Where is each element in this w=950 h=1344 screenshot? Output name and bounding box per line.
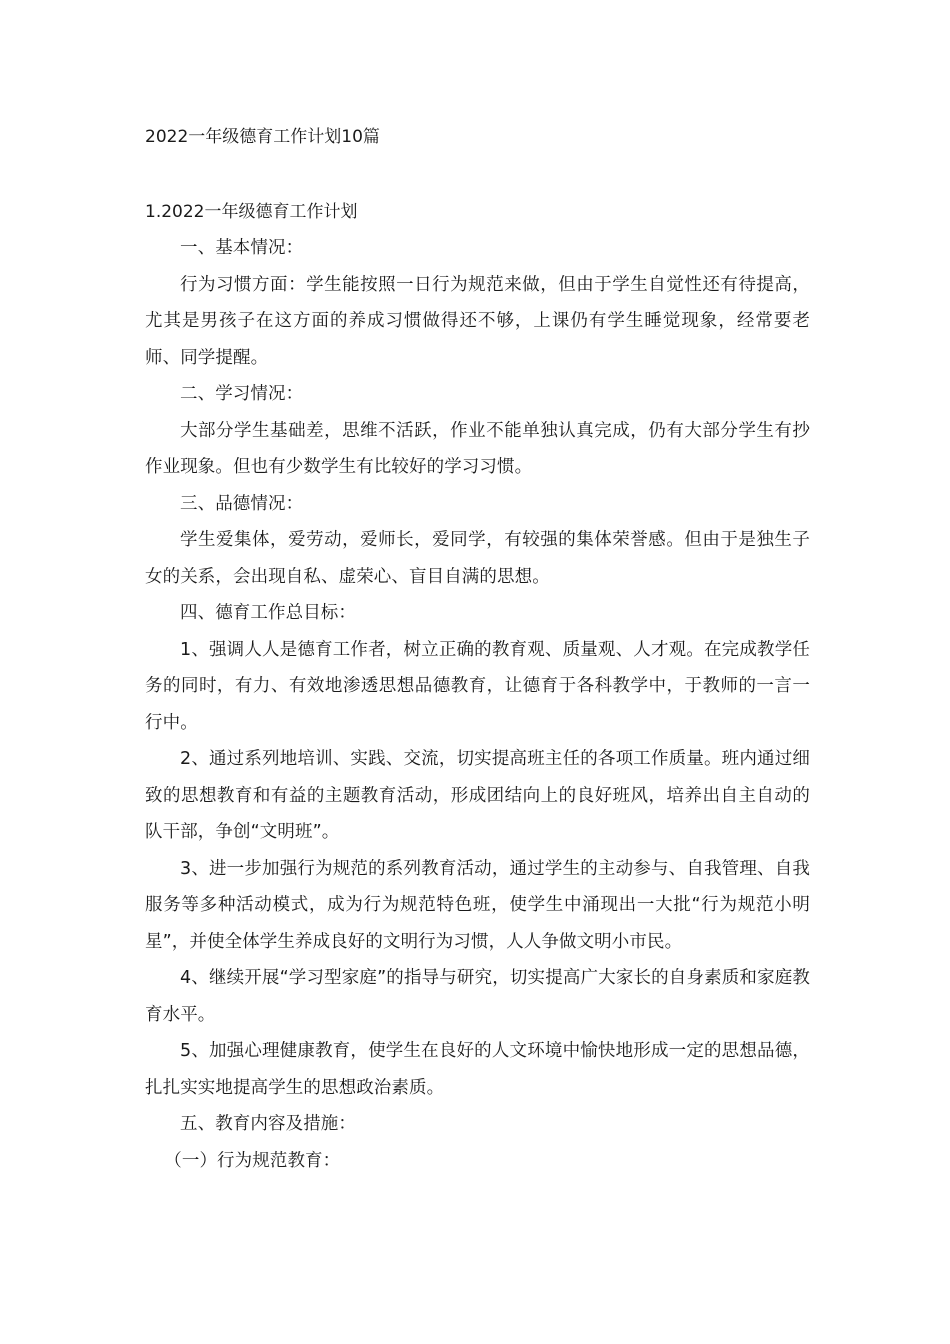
paragraph-moral-situation: 学生爱集体，爱劳动，爱师长，爱同学，有较强的集体荣誉感。但由于是独生子女的关系，会出现自私、虚荣心、盲目自满的思想。 [145, 530, 810, 587]
paragraph-goal-4: 4、继续开展“学习型家庭”的指导与研究，切实提高广大家长的自身素质和家庭教育水平。 [145, 968, 810, 1025]
paragraph-goal-2: 2、通过系列地培训、实践、交流，切实提高班主任的各项工作质量。班内通过细致的思想教育和有益的主题教育活动，形成团结向上的良好班风，培养出自主自动的队干部，争创“文明班”。 [145, 749, 810, 842]
heading-behavior-education: （一）行为规范教育： [164, 1150, 341, 1171]
heading-content-measures: 五、教育内容及措施： [180, 1114, 356, 1134]
paragraph-goal-3: 3、进一步加强行为规范的系列教育活动，通过学生的主动参与、自我管理、自我服务等多种活动模式，成为行为规范特色班，使学生中涌现出一大批“行为规范小明星”，并使全体学生养成良好的文明行为习惯，人人争做文明小市民。 [145, 858, 810, 952]
heading-study-situation: 二、学习情况： [180, 384, 304, 404]
paragraph-study-situation: 大部分学生基础差，思维不活跃，作业不能单独认真完成，仍有大部分学生有抄作业现象。但也有少数学生有比较好的学习习惯。 [145, 420, 810, 477]
document-body [145, 230, 810, 1179]
paragraph-goal-1: 1、强调人人是德育工作者，树立正确的教育观、质量观、人才观。在完成教学任务的同时，有力、有效地渗透思想品德教育，让德育于各科教学中，于教师的一言一行中。 [145, 639, 810, 733]
section-title: 1.2022一年级德育工作计划 [145, 202, 358, 222]
document-title: 2022一年级德育工作计划10篇 [145, 127, 380, 147]
heading-overall-goals: 四、德育工作总目标： [180, 603, 356, 623]
heading-moral-situation: 三、品德情况： [180, 493, 304, 514]
heading-basic-situation: 一、基本情况： [180, 238, 304, 258]
paragraph-behavior-habits: 行为习惯方面：学生能按照一日行为规范来做，但由于学生自觉性还有待提高，尤其是男孩子在这方面的养成习惯做得还不够，上课仍有学生睡觉现象，经常要老师、同学提醒。 [145, 274, 810, 368]
paragraph-goal-5: 5、加强心理健康教育，使学生在良好的人文环境中愉快地形成一定的思想品德，扎扎实实地提高学生的思想政治素质。 [145, 1041, 810, 1098]
